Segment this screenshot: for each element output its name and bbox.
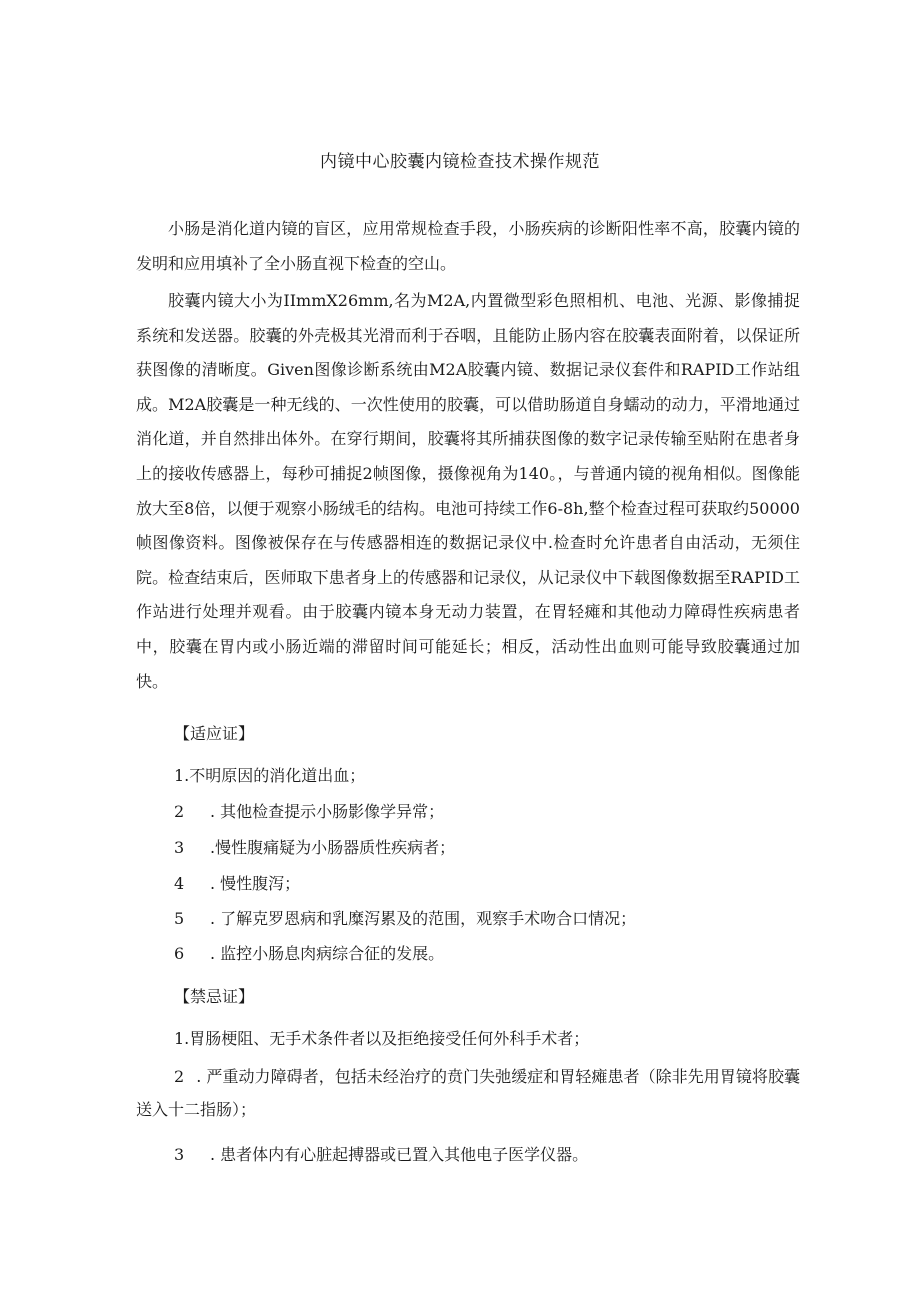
item-text: . 了解克罗恩病和乳糜泻累及的范围，观察手术吻合口情况；: [210, 909, 637, 928]
item-text: 胃肠梗阻、无手术条件者以及拒绝接受任何外科手术者；: [189, 1029, 590, 1048]
contraindications-heading: 【禁忌证】: [174, 987, 255, 1006]
description-paragraph: 胶囊内镜大小为IImmX26mm,名为M2A,内置微型彩色照相机、电池、光源、影像捕捉系统和发送器。胶囊的外壳极其光滑而利于吞咽，且能防止肠内容在胶囊表面附着，以保证所获图像的清晰度。Given图像诊断系统由M2A胶囊内镜、数据记录仪套件和RAPID工作站组成。M2A胶囊是一种无线的、一次性使用的胶囊，可以借助肠道自身蠕动的动力，平滑地通过消化道，并自然排出体外。在穿行期间，胶囊将其所捕获图像的数字记录传输至贴附在患者身上的接收传感器上，每秒可捕捉2帧图像，摄像视角为140。，与普通内镜的视角相似。图像能放大至8倍，以便于观察小肠绒毛的结构。电池可持续工作6-8h,整个检查过程可获取约50000帧图像资料。图像被保存在与传感器相连的数据记录仪中.检查时允许患者自由活动，无须住院。检查结束后，医师取下患者身上的传感器和记录仪，从记录仪中下载图像数据至RAPID工作站进行处理并观看。由于胶囊内镜本身无动力装置，在胃轻瘫和其他动力障碍性疾病患者中，胶囊在胃内或小肠近端的滞留时间可能延长；相反，活动性出血则可能导致胶囊通过加快。: [136, 291, 800, 691]
document-title: 内镜中心胶囊内镜检查技术操作规范: [320, 152, 600, 172]
contraindication-item: [136, 1060, 800, 1126]
intro-paragraph-block: [136, 212, 800, 281]
contraindication-item: [174, 1027, 589, 1051]
item-number: 2: [174, 802, 185, 821]
item-text: . 慢性腹泻；: [210, 874, 301, 893]
item-number: 3: [174, 1145, 185, 1164]
indication-item: [174, 872, 300, 896]
item-number: 2: [174, 1067, 185, 1086]
item-text: .慢性腹痛疑为小肠器质性疾病者；: [210, 838, 456, 857]
item-number: 6: [174, 944, 185, 963]
item-text: . 监控小肠息肉病综合征的发展。: [210, 944, 445, 963]
contraindication-item: [174, 1143, 588, 1167]
item-text: . 其他检查提示小肠影像学异常；: [210, 802, 445, 821]
item-number: 1.: [174, 1029, 190, 1048]
indication-item: [174, 907, 636, 931]
intro-paragraph: 小肠是消化道内镜的盲区，应用常规检查手段，小肠疾病的诊断阳性率不高，胶囊内镜的发明和应用填补了全小肠直视下检查的空山。: [136, 219, 800, 273]
indication-item: [174, 800, 444, 824]
item-number: 3: [174, 838, 185, 857]
indications-heading: 【适应证】: [174, 724, 255, 743]
indication-item: [174, 836, 455, 860]
indication-item: [174, 942, 444, 966]
item-number: 5: [174, 909, 185, 928]
item-text: . 患者体内有心脏起搏器或已置入其他电子医学仪器。: [210, 1145, 589, 1164]
item-number: 1.: [174, 766, 190, 785]
item-text: 不明原因的消化道出血；: [189, 766, 366, 785]
description-paragraph-block: [136, 284, 800, 699]
indication-item: [174, 764, 365, 788]
item-number: 4: [174, 874, 185, 893]
item-text: . 严重动力障碍者，包括未经治疗的贲门失弛缓症和胃轻瘫患者（除非先用胃镜将胶囊送入十二指肠）；: [136, 1067, 800, 1119]
